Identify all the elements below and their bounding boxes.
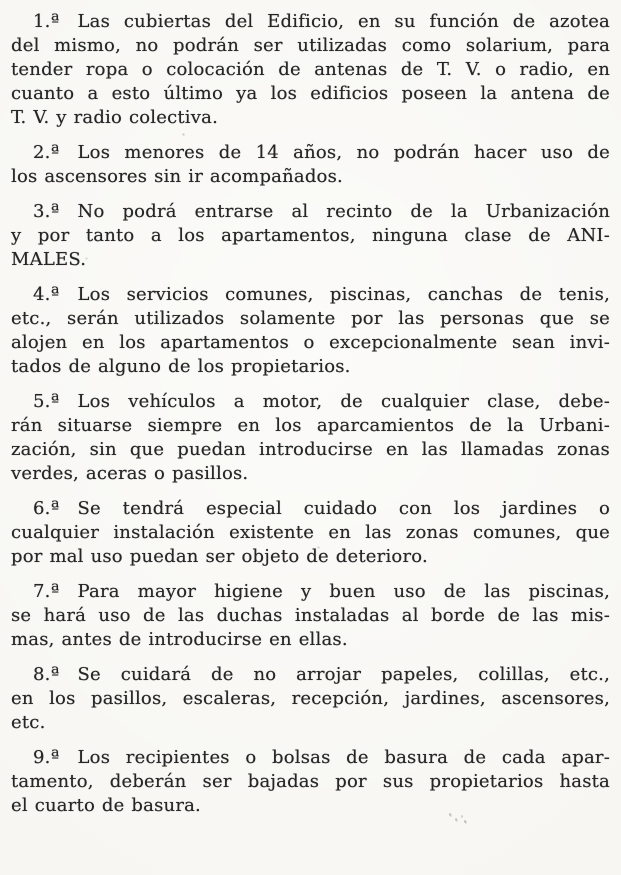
rule-paragraph	[11, 10, 610, 130]
item-number: 5.ª	[33, 391, 60, 412]
document-body	[11, 10, 610, 818]
text-line: en los pasillos, escaleras, recepción, jardines, ascensores,	[11, 688, 610, 709]
text-line: del mismo, no podrán ser utilizadas como solarium, para	[11, 35, 610, 56]
item-number: 7.ª	[33, 581, 60, 602]
text-line: 8.ª Se cuidará de no arrojar papeles, colillas, etc.,	[33, 664, 610, 685]
item-number: 6.ª	[33, 498, 60, 519]
text-line: y por tanto a los apartamentos, ninguna clase de ANI-	[11, 225, 610, 246]
text-line: 4.ª Los servicios comunes, piscinas, canchas de tenis,	[33, 284, 610, 305]
item-number: 4.ª	[33, 284, 60, 305]
item-number: 2.ª	[33, 142, 60, 163]
rule-paragraph	[11, 663, 610, 735]
text-line: el cuarto de basura.	[11, 795, 201, 816]
text-line: 3.ª No podrá entrarse al recinto de la Urbanización	[33, 201, 610, 222]
text-line: etc.	[11, 712, 46, 733]
pencil-smudge-mark	[449, 809, 451, 812]
text-line: cualquier instalación existente en las zonas comunes, que	[11, 522, 610, 543]
rule-paragraph	[11, 580, 610, 652]
item-number: 8.ª	[33, 664, 60, 685]
rule-paragraph	[11, 390, 610, 486]
rule-paragraph	[11, 497, 610, 569]
text-line: verdes, aceras o pasillos.	[11, 463, 249, 484]
item-number: 3.ª	[33, 201, 60, 222]
rule-paragraph	[11, 200, 610, 272]
scan-specks	[0, 0, 1, 1]
rule-paragraph	[11, 141, 610, 189]
text-line: tamento, deberán ser bajadas por sus propietarios hasta	[11, 771, 610, 792]
text-line: T. V. y radio colectiva.	[11, 107, 218, 128]
text-line: se hará uso de las duchas instaladas al borde de las mis-	[11, 605, 610, 626]
rule-paragraph	[11, 283, 610, 379]
rule-paragraph	[11, 746, 610, 818]
text-line: por mal uso puedan ser objeto de deterioro.	[11, 546, 428, 567]
text-line: 1.ª Las cubiertas del Edificio, en su función de azotea	[33, 11, 610, 32]
text-line: los ascensores sin ir acompañados.	[11, 166, 343, 187]
text-line: 5.ª Los vehículos a motor, de cualquier clase, debe-	[33, 391, 610, 412]
text-line: rán situarse siempre en los aparcamientos de la Urbani-	[11, 415, 610, 436]
item-number: 9.ª	[33, 747, 60, 768]
text-line: tados de alguno de los propietarios.	[11, 356, 351, 377]
text-line: mas, antes de introducirse en ellas.	[11, 629, 348, 650]
text-line: MALES.	[11, 249, 87, 270]
text-line: cuanto a esto último ya los edificios poseen la antena de	[11, 83, 610, 104]
item-number: 1.ª	[33, 11, 60, 32]
text-line: etc., serán utilizados solamente por las personas que se	[11, 308, 610, 329]
text-line: 2.ª Los menores de 14 años, no podrán hacer uso de	[33, 142, 610, 163]
text-line: 9.ª Los recipientes o bolsas de basura de cada apar-	[33, 747, 610, 768]
text-line: zación, sin que puedan introducirse en las llamadas zonas	[11, 439, 610, 460]
text-line: 7.ª Para mayor higiene y buen uso de las piscinas,	[33, 581, 610, 602]
text-line: 6.ª Se tendrá especial cuidado con los jardines o	[33, 498, 610, 519]
text-line: tender ropa o colocación de antenas de T. V. o radio, en	[11, 59, 610, 80]
text-line: alojen en los apartamentos o excepcionalmente sean invi-	[11, 332, 610, 353]
